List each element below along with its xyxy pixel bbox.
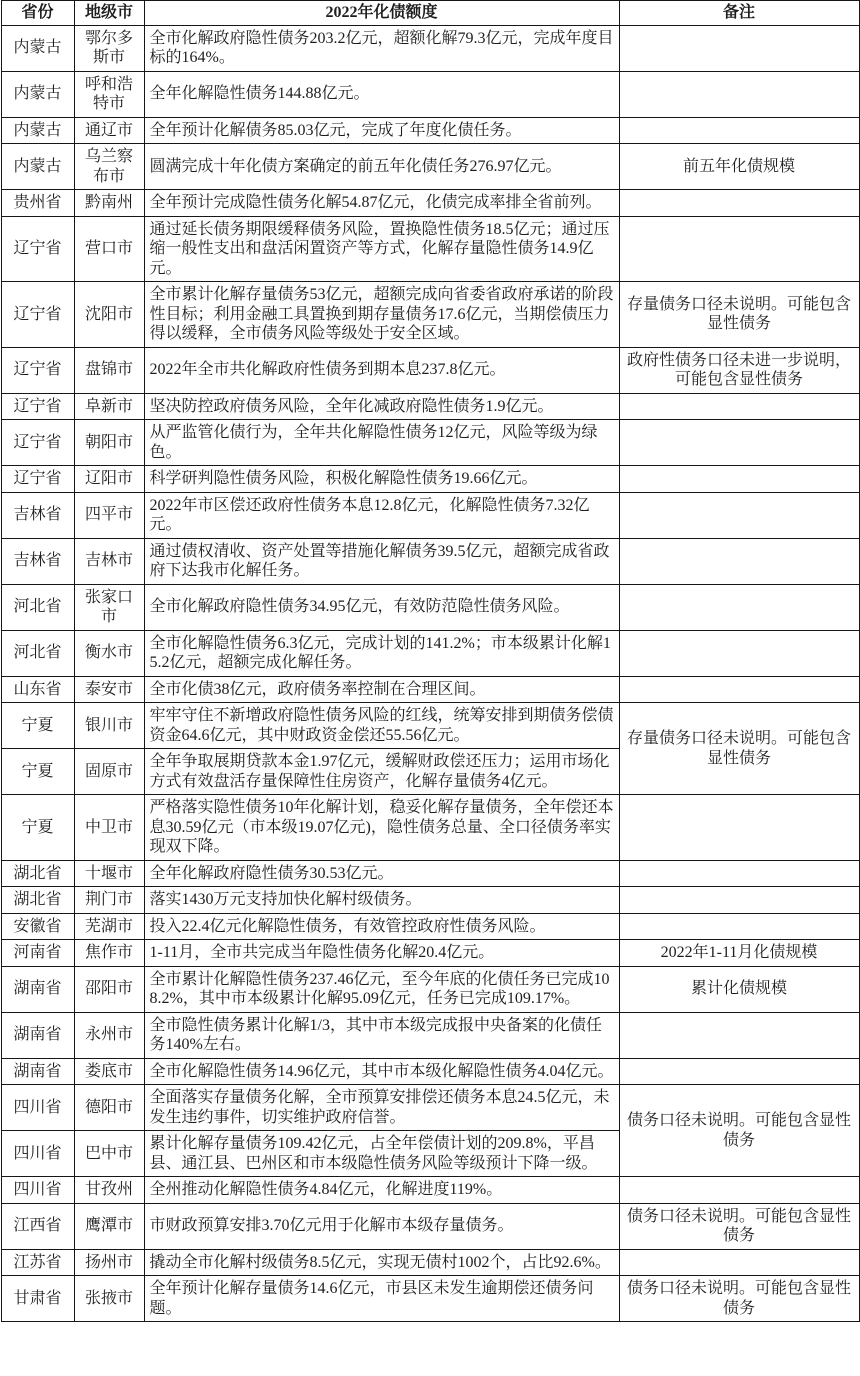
- city-cell: 荆门市: [74, 887, 144, 914]
- city-cell: 鄂尔多斯市: [74, 25, 144, 71]
- city-cell: 张掖市: [74, 1276, 144, 1322]
- remark-cell: [619, 1177, 859, 1204]
- city-cell: 盘锦市: [74, 347, 144, 393]
- city-cell: 张家口市: [74, 584, 144, 630]
- amount-cell: 严格落实隐性债务10年化解计划，稳妥化解存量债务，全年偿还本息30.59亿元（市本级19.07亿元)，隐性债务总量、全口径债务率实现双下降。: [144, 795, 619, 861]
- city-cell: 沈阳市: [74, 282, 144, 348]
- table-row: [1, 966, 859, 1012]
- table-row: [1, 1085, 859, 1131]
- province-cell: 辽宁省: [1, 466, 74, 493]
- table-row: [1, 144, 859, 190]
- province-cell: 四川省: [1, 1131, 74, 1177]
- table-row: [1, 1012, 859, 1058]
- remark-cell: 债务口径未说明。可能包含显性债务: [619, 1276, 859, 1322]
- province-cell: 辽宁省: [1, 282, 74, 348]
- province-cell: 吉林省: [1, 538, 74, 584]
- city-cell: 鹰潭市: [74, 1203, 144, 1249]
- table-row: [1, 347, 859, 393]
- amount-cell: 通过债权清收、资产处置等措施化解债务39.5亿元，超额完成省政府下达我市化解任务。: [144, 538, 619, 584]
- province-cell: 四川省: [1, 1177, 74, 1204]
- city-cell: 巴中市: [74, 1131, 144, 1177]
- city-cell: 营口市: [74, 216, 144, 282]
- remark-cell: [619, 492, 859, 538]
- province-cell: 湖南省: [1, 1058, 74, 1085]
- table-row: [1, 538, 859, 584]
- province-cell: 湖北省: [1, 860, 74, 887]
- amount-cell: 全年预计化解债务85.03亿元，完成了年度化债任务。: [144, 117, 619, 144]
- province-cell: 吉林省: [1, 492, 74, 538]
- amount-cell: 2022年市区偿还政府性债务本息12.8亿元，化解隐性债务7.32亿元。: [144, 492, 619, 538]
- amount-cell: 全市化解政府隐性债务34.95亿元，有效防范隐性债务风险。: [144, 584, 619, 630]
- table-row: [1, 795, 859, 861]
- city-cell: 呼和浩特市: [74, 71, 144, 117]
- remark-cell: 政府性债务口径未进一步说明，可能包含显性债务: [619, 347, 859, 393]
- remark-cell: [619, 676, 859, 703]
- city-cell: 扬州市: [74, 1249, 144, 1276]
- remark-cell: [619, 71, 859, 117]
- amount-cell: 全市隐性债务累计化解1/3，其中市本级完成报中央备案的化债任务140%左右。: [144, 1012, 619, 1058]
- table-row: [1, 420, 859, 466]
- table-row: [1, 117, 859, 144]
- province-cell: 河南省: [1, 940, 74, 967]
- table-row: [1, 216, 859, 282]
- table-row: [1, 1249, 859, 1276]
- table-row: [1, 630, 859, 676]
- remark-cell-merged: 债务口径未说明。可能包含显性债务: [619, 1085, 859, 1177]
- province-cell: 甘肃省: [1, 1276, 74, 1322]
- city-cell: 邵阳市: [74, 966, 144, 1012]
- city-cell: 泰安市: [74, 676, 144, 703]
- table-row: [1, 25, 859, 71]
- province-cell: 江西省: [1, 1203, 74, 1249]
- amount-cell: 市财政预算安排3.70亿元用于化解市本级存量债务。: [144, 1203, 619, 1249]
- city-cell: 阜新市: [74, 393, 144, 420]
- remark-cell: [619, 216, 859, 282]
- header-cell-amount: 2022年化债额度: [144, 1, 619, 26]
- remark-cell: [619, 117, 859, 144]
- province-cell: 山东省: [1, 676, 74, 703]
- amount-cell: 撬动全市化解村级债务8.5亿元，实现无债村1002个，占比92.6%。: [144, 1249, 619, 1276]
- amount-cell: 全年预计化解存量债务14.6亿元，市县区未发生逾期偿还债务问题。: [144, 1276, 619, 1322]
- remark-cell: 累计化债规模: [619, 966, 859, 1012]
- city-cell: 辽阳市: [74, 466, 144, 493]
- amount-cell: 全市累计化解隐性债务237.46亿元，至今年底的化债任务已完成108.2%，其中市本级累计化解95.09亿元，任务已完成109.17%。: [144, 966, 619, 1012]
- remark-cell: [619, 538, 859, 584]
- city-cell: 朝阳市: [74, 420, 144, 466]
- province-cell: 宁夏: [1, 749, 74, 795]
- table-row: [1, 703, 859, 749]
- amount-cell: 全州推动化解隐性债务4.84亿元，化解进度119%。: [144, 1177, 619, 1204]
- header-cell-city: 地级市: [74, 1, 144, 26]
- table-row: [1, 940, 859, 967]
- province-cell: 湖北省: [1, 887, 74, 914]
- amount-cell: 全市化解隐性债务14.96亿元，其中市本级化解隐性债务4.04亿元。: [144, 1058, 619, 1085]
- table-row: [1, 190, 859, 217]
- province-cell: 宁夏: [1, 795, 74, 861]
- province-cell: 安徽省: [1, 913, 74, 940]
- table-row: [1, 584, 859, 630]
- header-cell-province: 省份: [1, 1, 74, 26]
- remark-cell: [619, 25, 859, 71]
- remark-cell: [619, 420, 859, 466]
- amount-cell: 全面落实存量债务化解，全市预算安排偿还债务本息24.5亿元，未发生违约事件，切实维护政府信誉。: [144, 1085, 619, 1131]
- city-cell: 衡水市: [74, 630, 144, 676]
- province-cell: 辽宁省: [1, 393, 74, 420]
- city-cell: 焦作市: [74, 940, 144, 967]
- city-cell: 十堰市: [74, 860, 144, 887]
- amount-cell: 全年预计完成隐性债务化解54.87亿元，化债完成率排全省前列。: [144, 190, 619, 217]
- amount-cell: 牢牢守住不新增政府隐性债务风险的红线，统筹安排到期债务偿债资金64.6亿元，其中财政资金偿还55.56亿元。: [144, 703, 619, 749]
- table-row: [1, 1177, 859, 1204]
- amount-cell: 全年化解政府隐性债务30.53亿元。: [144, 860, 619, 887]
- province-cell: 江苏省: [1, 1249, 74, 1276]
- table-row: [1, 492, 859, 538]
- amount-cell: 全市化解政府隐性债务203.2亿元，超额化解79.3亿元，完成年度目标的164%。: [144, 25, 619, 71]
- table-row: [1, 887, 859, 914]
- province-cell: 辽宁省: [1, 216, 74, 282]
- amount-cell: 坚决防控政府债务风险，全年化减政府隐性债务1.9亿元。: [144, 393, 619, 420]
- province-cell: 宁夏: [1, 703, 74, 749]
- table-row: [1, 466, 859, 493]
- city-cell: 芜湖市: [74, 913, 144, 940]
- remark-cell: [619, 393, 859, 420]
- table-row: [1, 860, 859, 887]
- city-cell: 德阳市: [74, 1085, 144, 1131]
- province-cell: 四川省: [1, 1085, 74, 1131]
- province-cell: 辽宁省: [1, 347, 74, 393]
- amount-cell: 圆满完成十年化债方案确定的前五年化债任务276.97亿元。: [144, 144, 619, 190]
- province-cell: 湖南省: [1, 1012, 74, 1058]
- province-cell: 河北省: [1, 584, 74, 630]
- remark-cell: [619, 1012, 859, 1058]
- table-row: [1, 282, 859, 348]
- amount-cell: 科学研判隐性债务风险，积极化解隐性债务19.66亿元。: [144, 466, 619, 493]
- amount-cell: 全市化债38亿元，政府债务率控制在合理区间。: [144, 676, 619, 703]
- amount-cell: 1-11月，全市共完成当年隐性债务化解20.4亿元。: [144, 940, 619, 967]
- city-cell: 乌兰察布市: [74, 144, 144, 190]
- city-cell: 娄底市: [74, 1058, 144, 1085]
- province-cell: 内蒙古: [1, 71, 74, 117]
- province-cell: 内蒙古: [1, 117, 74, 144]
- amount-cell: 累计化解存量债务109.42亿元，占全年偿债计划的209.8%，平昌县、通江县、巴州区和市本级隐性债务风险等级预计下降一级。: [144, 1131, 619, 1177]
- city-cell: 银川市: [74, 703, 144, 749]
- province-cell: 辽宁省: [1, 420, 74, 466]
- province-cell: 贵州省: [1, 190, 74, 217]
- table-row: [1, 1058, 859, 1085]
- remark-cell: [619, 1058, 859, 1085]
- amount-cell: 2022年全市共化解政府性债务到期本息237.8亿元。: [144, 347, 619, 393]
- amount-cell: 全市化解隐性债务6.3亿元，完成计划的141.2%；市本级累计化解15.2亿元，超额完成化解任务。: [144, 630, 619, 676]
- table-row: [1, 1203, 859, 1249]
- province-cell: 内蒙古: [1, 144, 74, 190]
- amount-cell: 落实1430万元支持加快化解村级债务。: [144, 887, 619, 914]
- header-cell-remark: 备注: [619, 1, 859, 26]
- table-row: [1, 393, 859, 420]
- remark-cell: 债务口径未说明。可能包含显性债务: [619, 1203, 859, 1249]
- remark-cell: 2022年1-11月化债规模: [619, 940, 859, 967]
- table-header-row: [1, 1, 859, 26]
- city-cell: 甘孜州: [74, 1177, 144, 1204]
- amount-cell: 全年争取展期贷款本金1.97亿元，缓解财政偿还压力；运用市场化方式有效盘活存量保障性住房资产，化解存量债务4亿元。: [144, 749, 619, 795]
- remark-cell: [619, 190, 859, 217]
- remark-cell: [619, 860, 859, 887]
- table-row: [1, 1276, 859, 1322]
- amount-cell: 投入22.4亿元化解隐性债务，有效管控政府性债务风险。: [144, 913, 619, 940]
- city-cell: 固原市: [74, 749, 144, 795]
- remark-cell: [619, 913, 859, 940]
- remark-cell: [619, 584, 859, 630]
- amount-cell: 全市累计化解存量债务53亿元，超额完成向省委省政府承诺的阶段性目标；利用金融工具置换到期存量债务17.6亿元，当期偿债压力得以缓释，全市债务风险等级处于安全区域。: [144, 282, 619, 348]
- city-cell: 永州市: [74, 1012, 144, 1058]
- remark-cell: [619, 466, 859, 493]
- city-cell: 四平市: [74, 492, 144, 538]
- city-cell: 黔南州: [74, 190, 144, 217]
- remark-cell-merged: 存量债务口径未说明。可能包含显性债务: [619, 703, 859, 795]
- table-row: [1, 676, 859, 703]
- amount-cell: 从严监管化债行为，全年共化解隐性债务12亿元，风险等级为绿色。: [144, 420, 619, 466]
- remark-cell: [619, 795, 859, 861]
- debt-resolution-table: [1, 0, 860, 1322]
- city-cell: 通辽市: [74, 117, 144, 144]
- province-cell: 内蒙古: [1, 25, 74, 71]
- remark-cell: 前五年化债规模: [619, 144, 859, 190]
- province-cell: 河北省: [1, 630, 74, 676]
- remark-cell: [619, 1249, 859, 1276]
- amount-cell: 通过延长债务期限缓释债务风险，置换隐性债务18.5亿元；通过压缩一般性支出和盘活闲置资产等方式，化解存量隐性债务14.9亿元。: [144, 216, 619, 282]
- remark-cell: [619, 887, 859, 914]
- amount-cell: 全年化解隐性债务144.88亿元。: [144, 71, 619, 117]
- city-cell: 吉林市: [74, 538, 144, 584]
- remark-cell: [619, 630, 859, 676]
- table-row: [1, 71, 859, 117]
- province-cell: 湖南省: [1, 966, 74, 1012]
- remark-cell: 存量债务口径未说明。可能包含显性债务: [619, 282, 859, 348]
- table-row: [1, 913, 859, 940]
- city-cell: 中卫市: [74, 795, 144, 861]
